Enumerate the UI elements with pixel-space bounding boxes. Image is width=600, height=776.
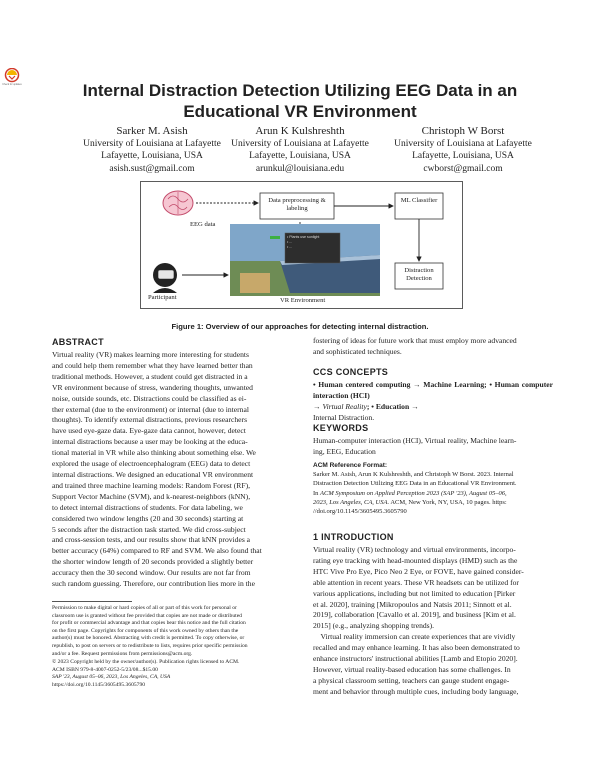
acm-reference: ACM Reference Format: Sarker M. Asish, Arun K Kulshreshth, and Christoph W Borst. 2023. Internal Distraction Detection Utilizing EEG Data in an Educational VR Environment. In ACM Symposium on Applied Perception 2023 (SAP '23), August 05–06, 2023, Los Angeles, CA, USA. ACM, New York, NY, USA, 10 pages. https: //doi.org/10.1145/3605495.3605790 [313, 461, 553, 516]
doi-link[interactable]: https://doi.org/10.1145/3605495.3605790 [52, 681, 146, 688]
author-block [215, 125, 385, 175]
author-location: Lafayette, Louisiana, USA [249, 151, 351, 162]
detect-box-label: Distraction Detection [404, 267, 434, 282]
brain-icon [163, 191, 193, 215]
ml-box-label: ML Classifier [400, 197, 438, 204]
author-name: Christoph W Borst [421, 125, 505, 137]
copyright-line: © 2023 Copyright held by the owner/author(s). Publication rights licensed to ACM. [52, 659, 240, 666]
footnote-rule [52, 601, 132, 602]
keywords-body: Human-computer interaction (HCI), Virtual reality, Machine learn- ing, EEG, Education [313, 436, 517, 456]
participant-label: Participant [148, 294, 177, 301]
eeg-label: EEG data [190, 221, 216, 228]
abstract-body: Virtual reality (VR) makes learning more interesting for students and could help them remember what they have learned better than traditional methods. However, a student could get distracted in a VR environment because of stress, wandering thoughts, unwanted noise, outside sounds, etc. Distractions could be classified as ei- ther external (due to the environment) or internal (due to internal thoughts). To identify external distractions, previous researchers have used eye-gaze data. Eye-gaze data cannot, however, detect internal distractions because a user may be looking at the educa- tional material in VR while also thinking about something else. We explored the usage of electroencephalogram (EEG) data to detect internal distractions. We designed an educational VR environment and trained three machine learning models: Random Forest (RF), Support Vector Machine (SVM), and k-nearest-neighbors (kNN), to detect internal distractions of students. For data labeling, we considered two window lengths (20 and 30 seconds) starting at 5 seconds after the distraction task started. We did cross-subject and cross-session tests, and our results show that kNN provides a better accuracy (64%) compared to RF and SVM. We also found that the shorter window length of 20 seconds provided a slightly better accuracy then the 30 second window. Our results are not far from such random guessing. Therefore, our contribution lies more in the [52, 350, 262, 589]
vr-label: VR Environment [280, 297, 326, 304]
preprocess-box-label: Data preprocessing & labeling [268, 197, 326, 212]
author-block [67, 125, 237, 175]
isbn-line: ACM ISBN 979-8-4007-0252-5/23/08...$15.00 [52, 666, 158, 673]
vr-screen-text: • Plants use sunlight • ... • ... [287, 235, 320, 249]
keywords-heading: KEYWORDS [313, 423, 369, 433]
author-block [378, 125, 548, 175]
abstract-heading: ABSTRACT [52, 337, 104, 347]
paper-title: Internal Distraction Detection Utilizing EEG Data in an Educational VR Environment [82, 81, 518, 121]
author-location: Lafayette, Louisiana, USA [101, 151, 203, 162]
ccs-body: • Human centered computing → Machine Learning; • Human computer interaction (HCI) → Virtual Reality; • Education → Internal Distraction. [313, 380, 554, 422]
author-affiliation: University of Louisiana at Lafayette [231, 139, 369, 149]
author-email[interactable]: asish.sust@gmail.com [109, 163, 195, 174]
figure-caption: Figure 1: Overview of our approaches for detecting internal distraction. [171, 322, 429, 331]
intro-heading: 1 INTRODUCTION [313, 532, 394, 542]
intro-body: Virtual reality (VR) technology and virtual environments, incorpo- rating eye tracking with head-mounted displays (HMD) such as the HTC Vive Pro Eye, Pico Neo 2 Eye, or FOVE, have gained consider- able attention in recent years. These VR headsets can be utilized for various applications, including but not limited to education [Pirker et al. 2020], training [Mikropoulos and Natsis 2011; Sinnott et al. 2019], collaboration [Cavallo et al. 2019], and business [Kim et al. 2015] (e.g., analyzing shopping trends). Virtual reality immersion can create experiences that are vividly recalled and may enhance learning. It has also been demonstrated to enhance instructors' instructional abilities [Lamb and Etopio 2020]. However, virtual reality-based education has some challenges. In a physical classroom setting, teachers can gauge student engage- ment and behavior through multiple cues, including body language, [313, 545, 524, 696]
venue-line: SAP '23, August 05–06, 2023, Los Angeles, CA, USA [52, 674, 171, 681]
update-icon [4, 68, 20, 90]
author-name: Arun K Kulshreshth [255, 125, 345, 137]
check-for-updates-badge[interactable] [4, 68, 20, 90]
ccs-heading: CCS CONCEPTS [313, 367, 389, 377]
overview-figure [140, 181, 463, 309]
author-email[interactable]: arunkul@louisiana.edu [255, 163, 345, 174]
badge-text: Check for updates [2, 83, 22, 86]
author-location: Lafayette, Louisiana, USA [412, 151, 514, 162]
abstract-continuation: fostering of ideas for future work that must employ more advanced and sophisticated techniques. [313, 336, 517, 356]
author-affiliation: University of Louisiana at Lafayette [83, 139, 221, 149]
permission-footnote: Permission to make digital or hard copies of all or part of this work for personal or classroom use is granted without fee provided that copies are not made or distributed for profit or commercial advantage and that copies bear this notice and the full citation on the first page. Copyrights for components of this work owned by others than the author(s) must be honored. Abstracting with credit is permitted. To copy otherwise, or republish, to post on servers or to redistribute to lists, requires prior specific permission and/or a fee. Request permissions from permissions@acm.org. © 2023 Copyright held by the owner/author(s). Publication rights licensed to ACM. ACM ISBN 979-8-4007-0252-5/23/08...$15.00 SAP '23, August 05–06, 2023, Los Angeles, CA, USA https://doi.org/10.1145/3605495.3605790 [52, 605, 299, 690]
author-email[interactable]: cwborst@gmail.com [423, 163, 503, 174]
acm-doi-link[interactable]: //doi.org/10.1145/3605495.3605790 [313, 508, 407, 516]
author-name: Sarker M. Asish [116, 125, 188, 137]
author-affiliation: University of Louisiana at Lafayette [394, 139, 532, 149]
